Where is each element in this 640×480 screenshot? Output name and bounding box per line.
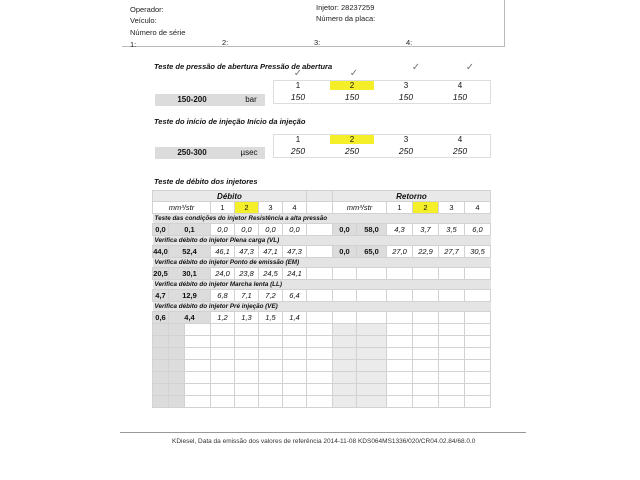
empty-cell — [413, 360, 439, 372]
check-icon: ✓ — [349, 68, 359, 79]
injection-range: 250-300 — [177, 148, 207, 157]
empty-cell — [333, 348, 357, 360]
empty-cell — [357, 372, 387, 384]
debito-value: 0,0 — [211, 224, 235, 236]
empty-cell — [211, 384, 235, 396]
empty-cell — [169, 348, 185, 360]
pressure-value-4: 150 — [452, 92, 468, 102]
empty-cell — [439, 324, 465, 336]
empty-cell — [357, 324, 387, 336]
serie-2: 2: — [222, 38, 229, 47]
empty-cell — [465, 336, 491, 348]
empty-cell — [169, 384, 185, 396]
empty-cell — [283, 360, 307, 372]
empty-cell — [413, 384, 439, 396]
debito-value: 7,2 — [259, 290, 283, 302]
empty-cell — [413, 396, 439, 408]
debito-value: 46,1 — [211, 246, 235, 258]
retorno-value: 27,0 — [387, 246, 413, 258]
retorno-min — [333, 312, 357, 324]
debito-col-header: 3 — [259, 202, 283, 214]
retorno-heading: Retorno — [333, 191, 491, 202]
empty-cell — [169, 372, 185, 384]
retorno-min: 0,0 — [333, 246, 357, 258]
serie-4: 4: — [406, 38, 413, 47]
injection-value-4: 250 — [452, 146, 468, 156]
section-label: Verifica débito do injetor Ponto de emissão (EM) — [153, 258, 491, 268]
empty-cell — [153, 372, 169, 384]
empty-cell — [235, 360, 259, 372]
debito-value: 7,1 — [235, 290, 259, 302]
empty-cell — [307, 396, 333, 408]
empty-cell — [169, 396, 185, 408]
empty-cell — [283, 372, 307, 384]
retorno-col-header: 4 — [465, 202, 491, 214]
debito-value: 6,4 — [283, 290, 307, 302]
empty-cell — [465, 372, 491, 384]
gap-cell — [307, 202, 333, 214]
retorno-value: 22,9 — [413, 246, 439, 258]
retorno-value — [465, 312, 491, 324]
empty-cell — [169, 360, 185, 372]
empty-cell — [185, 372, 211, 384]
debito-value: 1,3 — [235, 312, 259, 324]
serie-1: 1: — [130, 40, 137, 49]
section-label: Verifica débito do injetor Plena carga (VL) — [153, 236, 491, 246]
empty-cell — [387, 348, 413, 360]
retorno-col-header: 1 — [387, 202, 413, 214]
injection-unit: µsec — [240, 148, 258, 157]
retorno-value: 3,7 — [413, 224, 439, 236]
empty-cell — [235, 372, 259, 384]
empty-cell — [259, 360, 283, 372]
debito-value: 0,0 — [259, 224, 283, 236]
injection-value-2: 250 — [344, 146, 360, 156]
retorno-value: 6,0 — [465, 224, 491, 236]
debito-max: 0,1 — [169, 224, 211, 236]
empty-cell — [387, 396, 413, 408]
debito-min: 44,0 — [153, 247, 168, 256]
empty-cell — [333, 384, 357, 396]
debito-value: 1,2 — [211, 312, 235, 324]
empty-cell — [235, 348, 259, 360]
empty-cell — [387, 372, 413, 384]
empty-cell — [235, 324, 259, 336]
empty-cell — [413, 324, 439, 336]
empty-cell — [387, 336, 413, 348]
placa-label: Número da placa: — [316, 14, 376, 23]
debito-value: 24,1 — [283, 268, 307, 280]
col-4-header: 4 — [457, 81, 463, 90]
empty-cell — [333, 360, 357, 372]
empty-cell — [153, 336, 169, 348]
empty-cell — [357, 360, 387, 372]
retorno-value — [439, 268, 465, 280]
empty-cell — [259, 336, 283, 348]
debito-min: 0,6 — [153, 312, 169, 324]
retorno-min: 0,0 — [333, 224, 357, 236]
debito-value: 47,3 — [283, 246, 307, 258]
pressure-range: 150-200 — [177, 95, 207, 104]
retorno-min — [333, 268, 357, 280]
flow-title: Teste de débito dos injetores — [154, 177, 258, 186]
empty-cell — [259, 372, 283, 384]
retorno-max — [357, 312, 387, 324]
empty-cell — [307, 372, 333, 384]
gap-cell — [307, 191, 333, 202]
retorno-value: 3,5 — [439, 224, 465, 236]
empty-cell — [465, 348, 491, 360]
empty-cell — [235, 384, 259, 396]
empty-cell — [333, 396, 357, 408]
empty-cell — [283, 384, 307, 396]
empty-cell — [259, 324, 283, 336]
debito-col-header: 4 — [283, 202, 307, 214]
empty-cell — [211, 396, 235, 408]
section-label: Verifica débito do injetor Pré injeção (VE) — [153, 302, 491, 312]
empty-cell — [283, 324, 307, 336]
serie-3: 3: — [314, 38, 321, 47]
empty-cell — [307, 360, 333, 372]
empty-cell — [439, 396, 465, 408]
empty-cell — [465, 324, 491, 336]
empty-cell — [185, 360, 211, 372]
gap-cell — [307, 224, 333, 236]
injection-value-1: 250 — [290, 146, 306, 156]
retorno-max: 58,0 — [357, 224, 387, 236]
inj-col-2-header: 2 — [330, 135, 374, 144]
retorno-value: 4,3 — [387, 224, 413, 236]
empty-cell — [235, 336, 259, 348]
empty-cell — [185, 324, 211, 336]
retorno-value — [413, 312, 439, 324]
debito-value: 0,0 — [235, 224, 259, 236]
retorno-unit: mm³/str — [333, 202, 387, 214]
operador-label: Operador: — [130, 5, 164, 14]
empty-cell — [439, 360, 465, 372]
empty-cell — [211, 324, 235, 336]
empty-cell — [185, 396, 211, 408]
flow-table — [152, 190, 491, 408]
empty-cell — [413, 348, 439, 360]
debito-max: 52,4 — [169, 246, 211, 258]
debito-heading: Débito — [153, 191, 307, 202]
retorno-value — [439, 290, 465, 302]
empty-cell — [259, 384, 283, 396]
debito-value: 1,5 — [259, 312, 283, 324]
empty-cell — [283, 396, 307, 408]
empty-cell — [357, 336, 387, 348]
empty-cell — [387, 324, 413, 336]
empty-cell — [211, 336, 235, 348]
empty-cell — [333, 372, 357, 384]
retorno-value — [465, 290, 491, 302]
empty-cell — [153, 384, 169, 396]
empty-cell — [357, 384, 387, 396]
debito-value: 0,0 — [283, 224, 307, 236]
retorno-value — [439, 312, 465, 324]
empty-cell — [357, 396, 387, 408]
retorno-value — [413, 268, 439, 280]
debito-max: 30,1 — [169, 268, 211, 280]
retorno-max — [357, 268, 387, 280]
empty-cell — [439, 348, 465, 360]
retorno-col-header: 2 — [413, 202, 439, 214]
debito-value: 47,3 — [235, 246, 259, 258]
empty-cell — [465, 384, 491, 396]
empty-cell — [259, 348, 283, 360]
empty-cell — [307, 384, 333, 396]
empty-cell — [465, 396, 491, 408]
inj-col-4-header: 4 — [457, 135, 463, 144]
debito-value: 24,0 — [211, 268, 235, 280]
debito-min: 4,7 — [153, 290, 169, 302]
debito-col-header: 2 — [235, 202, 259, 214]
retorno-min — [333, 290, 357, 302]
veiculo-label: Veículo: — [130, 16, 157, 25]
retorno-value: 30,5 — [465, 246, 491, 258]
empty-cell — [283, 336, 307, 348]
retorno-value — [387, 312, 413, 324]
check-icon: ✓ — [293, 68, 303, 79]
empty-cell — [439, 336, 465, 348]
injection-start-title: Teste do início de injeção Início da injeção — [154, 117, 306, 126]
inj-col-1-header: 1 — [295, 135, 301, 144]
gap-cell — [307, 312, 333, 324]
retorno-max: 65,0 — [357, 246, 387, 258]
retorno-value — [387, 290, 413, 302]
empty-cell — [333, 336, 357, 348]
debito-value: 47,1 — [259, 246, 283, 258]
empty-cell — [185, 384, 211, 396]
empty-cell — [439, 372, 465, 384]
empty-cell — [169, 336, 185, 348]
section-label: Teste das condições do injetor Resistência a alta pressão — [153, 214, 491, 224]
col-1-header: 1 — [295, 81, 301, 90]
empty-cell — [357, 348, 387, 360]
debito-value: 1,4 — [283, 312, 307, 324]
empty-cell — [413, 372, 439, 384]
debito-value: 23,8 — [235, 268, 259, 280]
retorno-value — [387, 268, 413, 280]
empty-cell — [283, 348, 307, 360]
debito-min: 20,5 — [153, 269, 168, 278]
col-2-header: 2 — [330, 81, 374, 90]
retorno-max — [357, 290, 387, 302]
retorno-value: 27,7 — [439, 246, 465, 258]
debito-min: 0,0 — [153, 224, 169, 236]
empty-cell — [211, 372, 235, 384]
inj-col-3-header: 3 — [403, 135, 409, 144]
empty-cell — [465, 360, 491, 372]
empty-cell — [387, 360, 413, 372]
footer-divider — [120, 432, 526, 433]
empty-cell — [153, 396, 169, 408]
empty-cell — [387, 384, 413, 396]
injection-value-3: 250 — [398, 146, 414, 156]
retorno-value — [465, 268, 491, 280]
footer-text: KDiesel, Data da emissão dos valores de referência 2014-11-08 KDS064MS1336/020/CR04.02.84/68.0.0 — [172, 438, 476, 445]
empty-cell — [185, 336, 211, 348]
empty-cell — [413, 336, 439, 348]
retorno-value — [413, 290, 439, 302]
section-label: Verifica débito do injetor Marcha lenta (LL) — [153, 280, 491, 290]
empty-cell — [439, 384, 465, 396]
debito-max: 4,4 — [169, 312, 211, 324]
check-icon: ✓ — [465, 62, 475, 73]
empty-cell — [307, 324, 333, 336]
empty-cell — [307, 336, 333, 348]
pressure-unit: bar — [245, 95, 257, 104]
gap-cell — [307, 246, 333, 258]
gap-cell — [307, 290, 333, 302]
debito-unit: mm³/str — [153, 202, 211, 214]
empty-cell — [153, 324, 169, 336]
empty-cell — [169, 324, 185, 336]
empty-cell — [185, 348, 211, 360]
debito-col-header: 1 — [211, 202, 235, 214]
opening-pressure-title: Teste de pressão de abertura Pressão de abertura — [154, 62, 333, 71]
empty-cell — [259, 396, 283, 408]
serie-label: Número de série — [130, 28, 186, 37]
empty-cell — [307, 348, 333, 360]
pressure-value-3: 150 — [398, 92, 414, 102]
empty-cell — [153, 360, 169, 372]
check-icon: ✓ — [411, 62, 421, 73]
injetor-label: Injetor: 28237259 — [316, 3, 375, 12]
pressure-value-1: 150 — [290, 92, 306, 102]
empty-cell — [153, 348, 169, 360]
empty-cell — [211, 348, 235, 360]
empty-cell — [333, 324, 357, 336]
retorno-col-header: 3 — [439, 202, 465, 214]
col-3-header: 3 — [403, 81, 409, 90]
pressure-value-2: 150 — [344, 92, 360, 102]
debito-value: 24,5 — [259, 268, 283, 280]
empty-cell — [211, 360, 235, 372]
gap-cell — [307, 268, 333, 280]
debito-max: 12,9 — [169, 290, 211, 302]
debito-value: 6,8 — [211, 290, 235, 302]
empty-cell — [235, 396, 259, 408]
